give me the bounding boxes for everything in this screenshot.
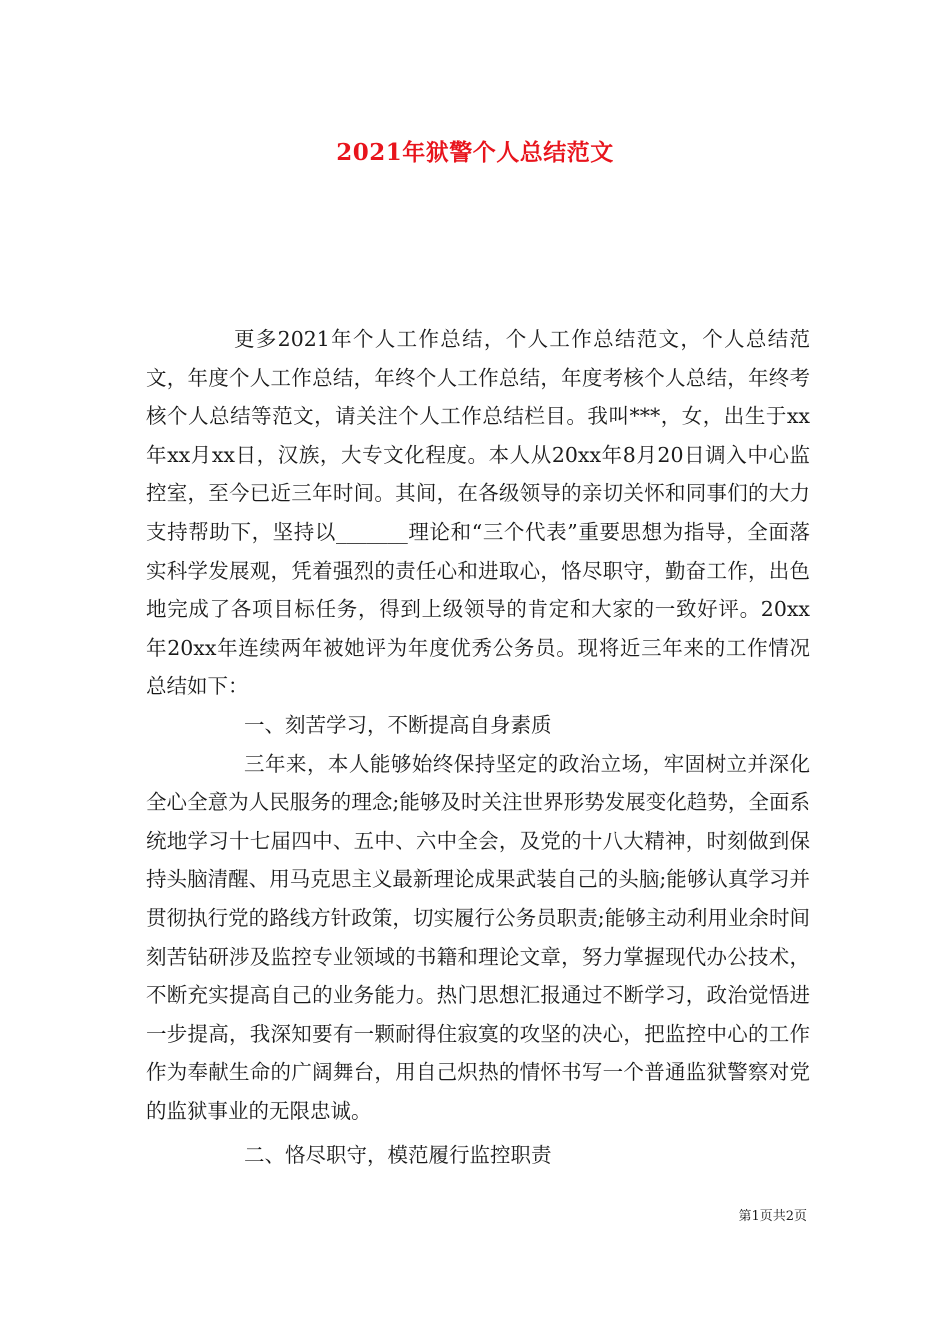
page-number-footer: 第1页共2页 xyxy=(738,1209,807,1224)
paragraph-study: 三年来，本人能够始终保持坚定的政治立场，牢固树立并深化全心全意为人民服务的理念;能够及时关注世界形势发展变化趋势，全面系统地学习十七届四中、五中、六中全会，及党的十八大精神，时刻做到保持头脑清醒、用马克思主义最新理论成果武装自己的头脑;能够认真学习并贯彻执行党的路线方针政策，切实履行公务员职责;能够主动利用业余时间刻苦钻研涉及监控专业领域的书籍和理论文章，努力掌握现代办公技术，不断充实提高自己的业务能力。热门思想汇报通过不断学习，政治觉悟进一步提高，我深知要有一颗耐得住寂寞的攻坚的决心，把监控中心的工作作为奉献生命的广阔舞台，用自己炽热的情怀书写一个普通监狱警察对党的监狱事业的无限忠诚。 xyxy=(146,751,810,1123)
section-heading-1: 一、刻苦学习，不断提高自身素质 xyxy=(244,712,552,737)
section-heading-2: 二、恪尽职守，模范履行监控职责 xyxy=(244,1143,552,1168)
document-body xyxy=(146,320,810,1175)
paragraph-intro: 更多2021年个人工作总结，个人工作总结范文，个人总结范文，年度个人工作总结，年终个人工作总结，年度考核个人总结，年终考核个人总结等范文，请关注个人工作总结栏目。我叫***，女，出生于xx年xx月xx日，汉族，大专文化程度。本人从20xx年8月20日调入中心监控室，至今已近三年时间。其间，在各级领导的亲切关怀和同事们的大力支持帮助下，坚持以_______理论和“三个代表”重要思想为指导，全面落实科学发展观，凭着强烈的责任心和进取心，恪尽职守，勤奋工作，出色地完成了各项目标任务，得到上级领导的肯定和大家的一致好评。20xx年20xx年连续两年被她评为年度优秀公务员。现将近三年来的工作情况总结如下： xyxy=(146,327,810,699)
document-title: 2021年狱警个人总结范文 xyxy=(336,139,614,166)
